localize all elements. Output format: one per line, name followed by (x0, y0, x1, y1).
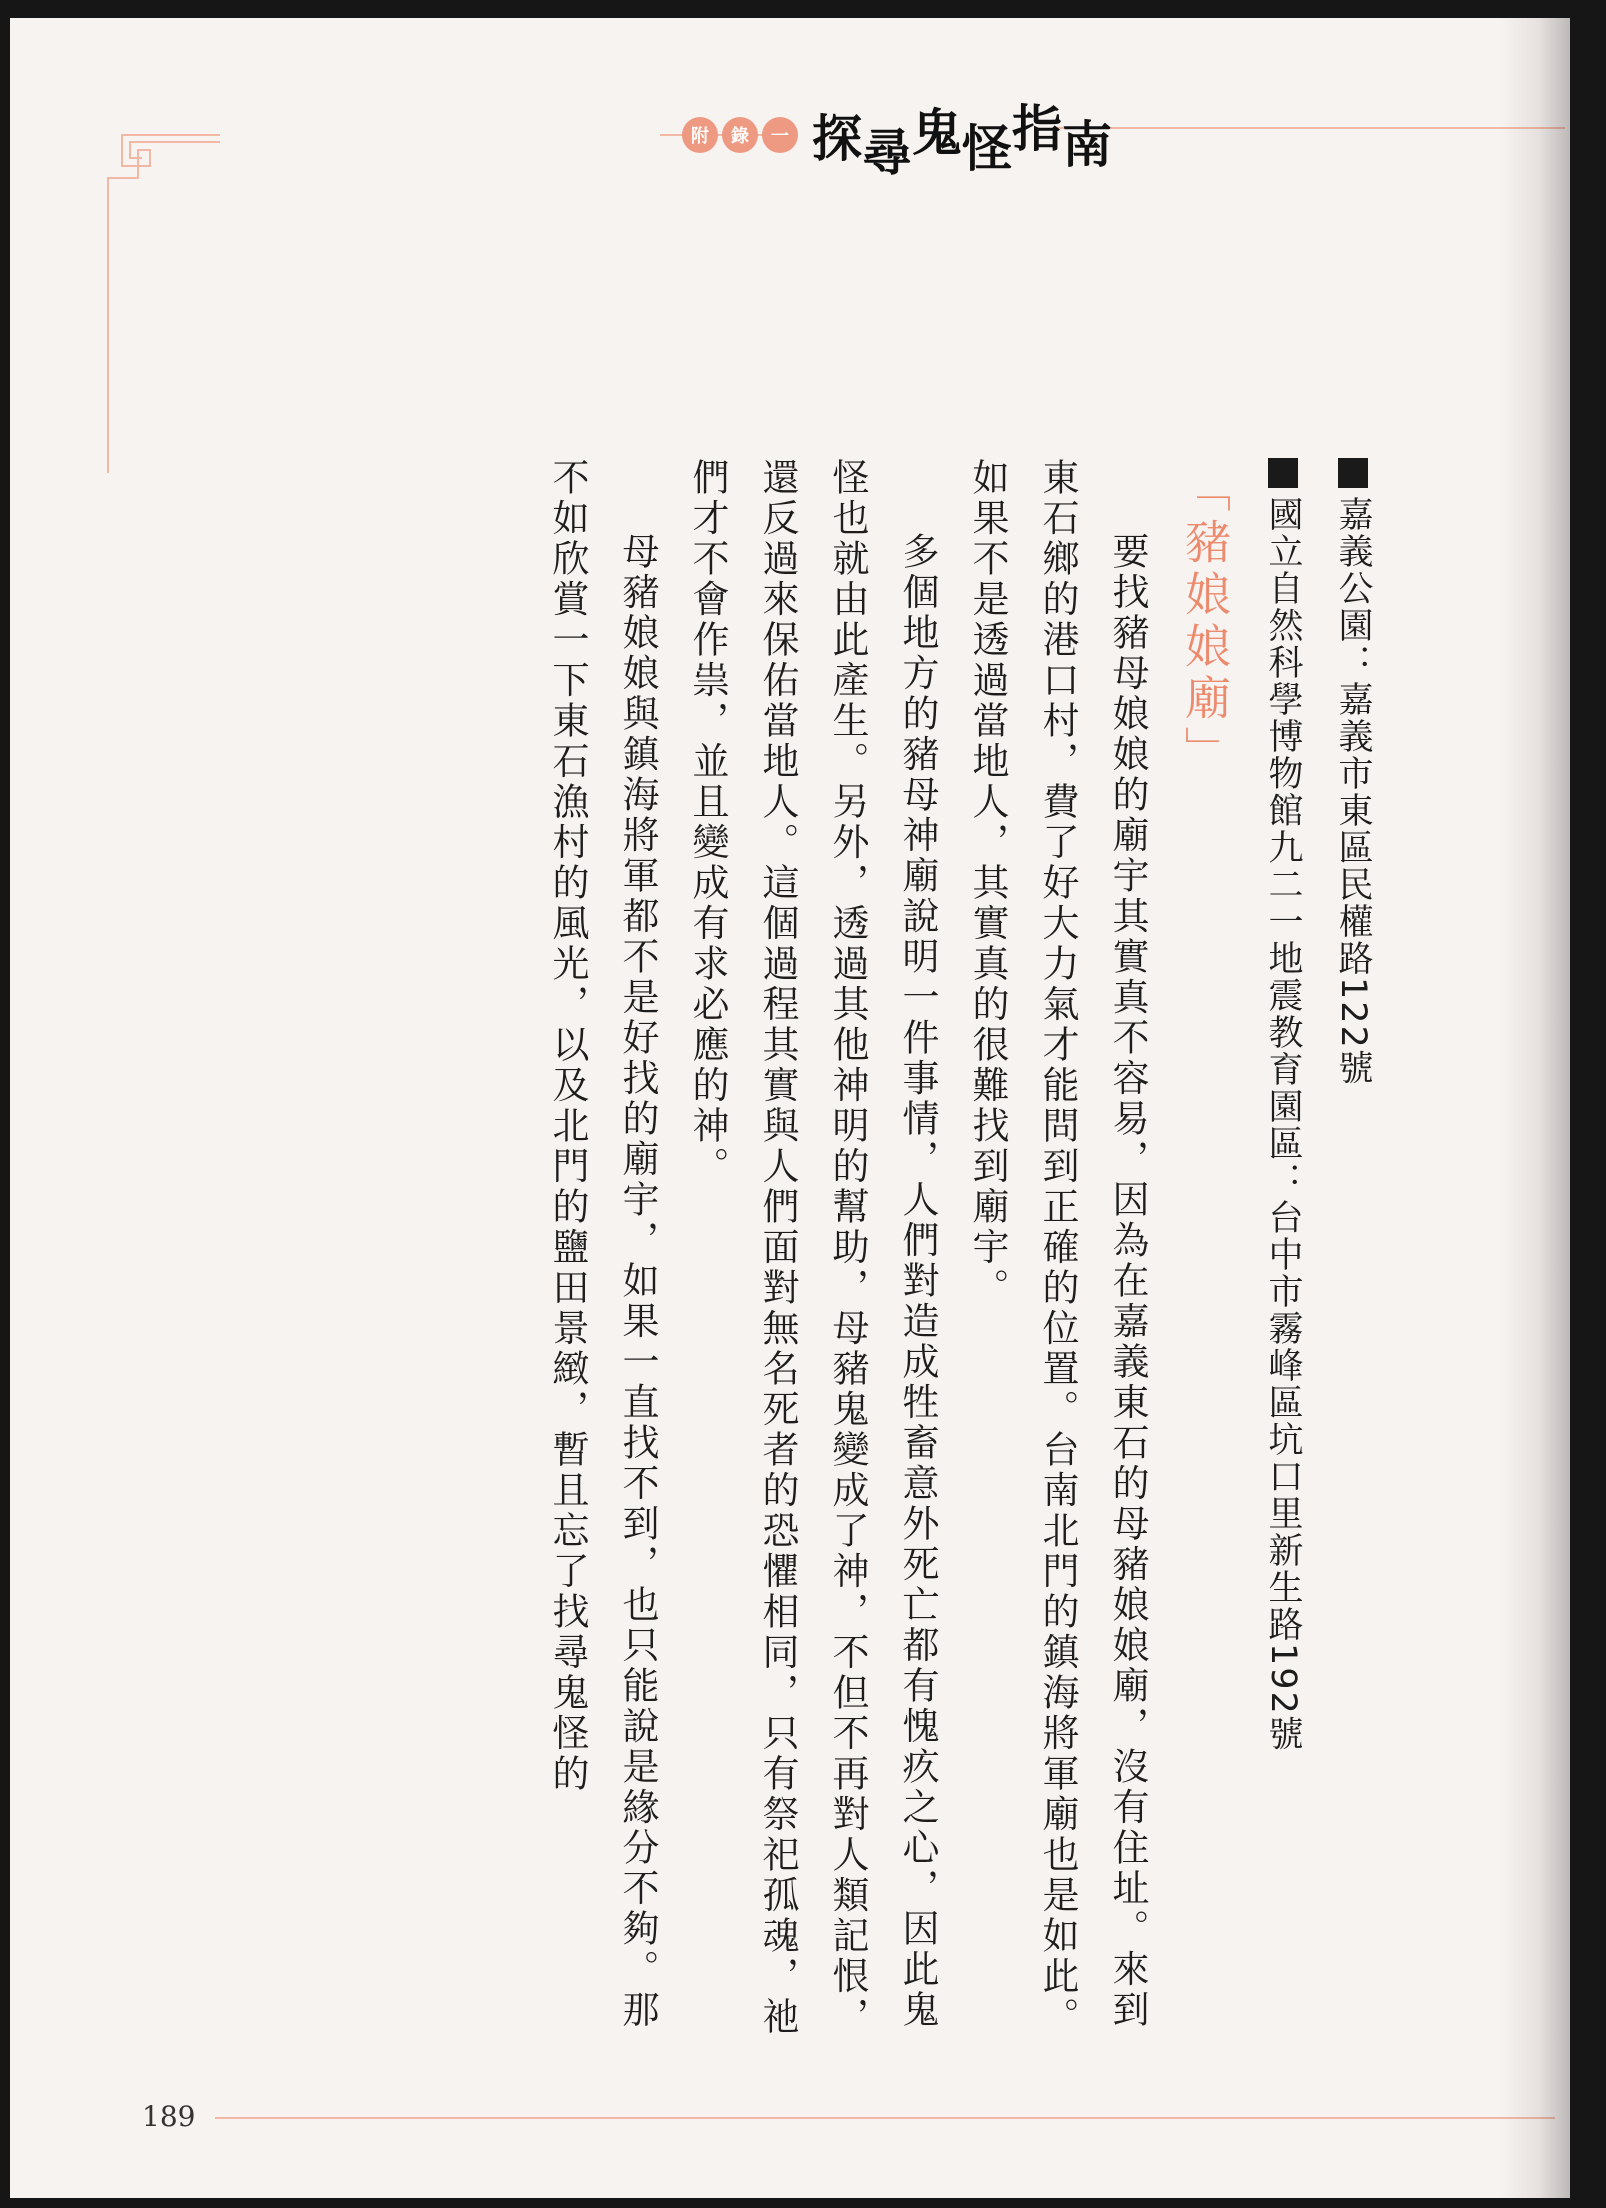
chapter-header (682, 90, 1112, 180)
address-item (1318, 458, 1388, 2058)
square-bullet-icon (1338, 458, 1368, 488)
section-title: 「豬娘娘廟」 (1178, 466, 1232, 778)
chapter-title (812, 99, 1112, 182)
page-number: 189 (142, 2100, 196, 2133)
appendix-badge: 一 (762, 117, 798, 153)
vertical-body-text (348, 458, 1388, 2058)
appendix-badge: 附 (682, 117, 718, 153)
chapter-title-char: 尋 (862, 124, 912, 182)
body-paragraph: 多個地方的豬母神廟說明一件事情，人們對造成牲畜意外死亡都有愧疚之心，因此鬼怪也就由此產生。另外，透過其他神明的幫助，母豬鬼變成了神，不但不再對人類記恨，還反過來保佑當地人。這個過程其實與人們面對無名死者的恐懼相同，只有祭祀孤魂，祂們才不會作祟，並且變成有求必應的神。 (686, 458, 939, 2038)
square-bullet-icon (1268, 458, 1298, 488)
book-page (10, 18, 1570, 2198)
body-paragraph: 要找豬母娘娘的廟宇其實真不容易，因為在嘉義東石的母豬娘娘廟，沒有住址。來到東石鄉的港口村，費了好大力氣才能問到正確的位置。台南北門的鎮海將軍廟也是如此。如果不是透過當地人，其實真的很難找到廟宇。 (966, 458, 1149, 2038)
body-paragraph: 母豬娘娘與鎮海將軍都不是好找的廟宇，如果一直找不到，也只能說是緣分不夠。那不如欣賞一下東石漁村的風光，以及北門的鹽田景緻，暫且忘了找尋鬼怪的 (546, 458, 659, 2031)
chapter-title-char: 探 (812, 110, 862, 168)
chapter-title-char: 鬼 (912, 104, 962, 162)
address-text: 國立自然科學博物館九二一地震教育園區：台中市霧峰區坑口里新生路192號 (1263, 496, 1303, 1753)
chapter-title-char: 怪 (962, 120, 1012, 178)
chapter-title-char: 南 (1062, 116, 1112, 174)
chapter-title-char: 指 (1012, 100, 1062, 158)
address-text: 嘉義公園：嘉義市東區民權路122號 (1333, 496, 1373, 1087)
address-item (1248, 458, 1318, 2058)
appendix-badge: 錄 (722, 117, 758, 153)
